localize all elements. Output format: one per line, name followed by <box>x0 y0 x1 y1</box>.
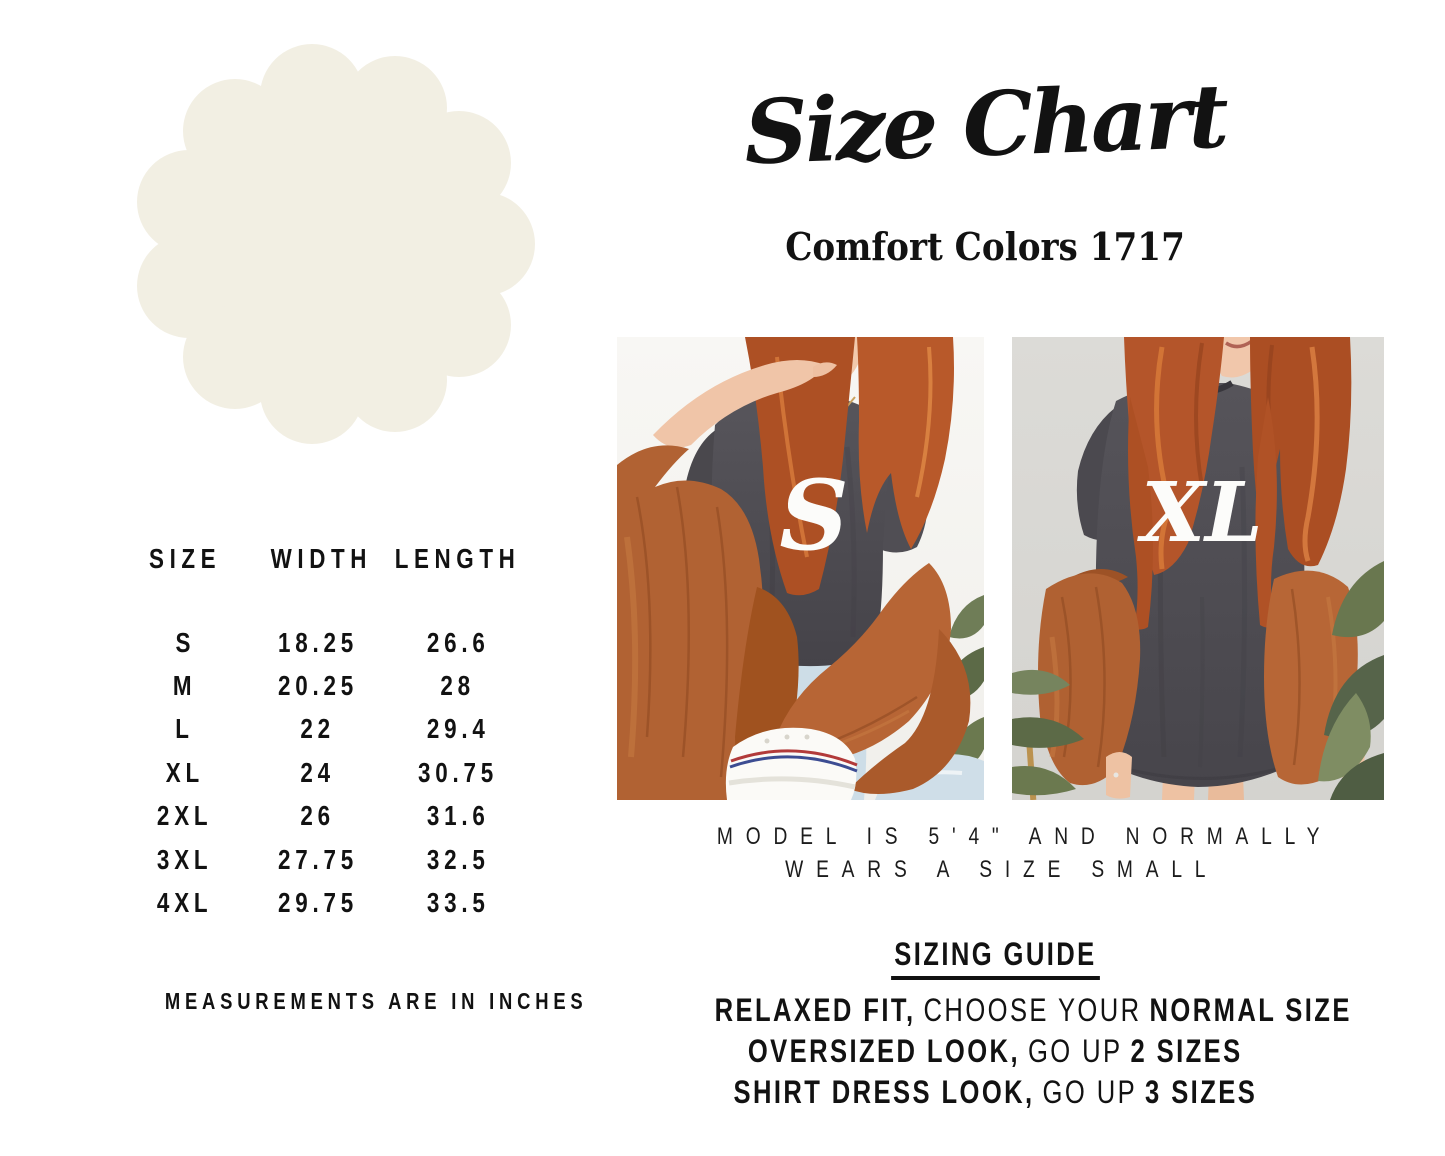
cell-width: 22 <box>300 713 336 745</box>
cell-width: 29.75 <box>277 887 359 919</box>
cell-size: XL <box>165 756 205 788</box>
model-caption <box>640 820 1364 886</box>
size-table-header <box>112 543 538 575</box>
model-photo-size-xl <box>1012 337 1384 800</box>
cell-size: L <box>175 713 195 745</box>
table-row <box>112 664 538 707</box>
cell-width: 26 <box>300 800 336 832</box>
measurements-note: MEASUREMENTS ARE IN INCHES <box>164 988 588 1014</box>
cell-width: 27.75 <box>277 843 359 875</box>
cell-length: 32.5 <box>426 843 490 875</box>
size-table-rows <box>112 621 538 925</box>
table-row <box>112 881 538 924</box>
sizing-guide <box>635 990 1355 1113</box>
page-title: Size Chart <box>742 63 1228 185</box>
page-subtitle: Comfort Colors 1717 <box>785 224 1185 269</box>
model-photo-size-s <box>617 337 984 800</box>
model-illustration-oversized-tee <box>1012 337 1384 800</box>
cell-length: 30.75 <box>417 756 499 788</box>
table-row <box>112 708 538 751</box>
cell-length: 29.4 <box>426 713 490 745</box>
cell-length: 26.6 <box>426 626 490 658</box>
table-row <box>112 621 538 664</box>
cell-width: 24 <box>300 756 336 788</box>
cell-length: 33.5 <box>426 887 490 919</box>
table-row <box>112 751 538 794</box>
cell-size: 4XL <box>157 887 213 919</box>
column-header-size: SIZE <box>148 543 222 574</box>
column-header-width: WIDTH <box>270 543 373 574</box>
cell-width: 18.25 <box>277 626 359 658</box>
cell-width: 20.25 <box>277 670 359 702</box>
tee-size-letter-xl: XL <box>1141 465 1263 561</box>
guide-line-oversized-look: OVERSIZED LOOK, GO UP 2 SIZES <box>747 1033 1243 1069</box>
cell-size: 3XL <box>157 843 213 875</box>
tee-size-letter-s: S <box>779 459 849 572</box>
cell-length: 31.6 <box>426 800 490 832</box>
table-row <box>112 838 538 881</box>
sizing-guide-title: SIZING GUIDE <box>695 936 1295 973</box>
caption-line-1: MODEL IS 5'4" AND NORMALLY <box>716 823 1333 850</box>
scallop-shape <box>125 32 541 456</box>
cell-size: 2XL <box>157 800 213 832</box>
guide-line-relaxed-fit: RELAXED FIT, CHOOSE YOUR NORMAL SIZE <box>714 992 1352 1028</box>
column-header-length: LENGTH <box>395 543 521 574</box>
table-row <box>112 795 538 838</box>
cell-size: M <box>173 670 197 702</box>
size-table <box>112 543 538 919</box>
model-illustration-small-tee <box>617 337 984 800</box>
cell-length: 28 <box>440 670 476 702</box>
guide-line-shirt-dress-look: SHIRT DRESS LOOK, GO UP 3 SIZES <box>733 1074 1257 1110</box>
cell-size: S <box>175 626 195 658</box>
caption-line-2: WEARS A SIZE SMALL <box>785 856 1219 883</box>
